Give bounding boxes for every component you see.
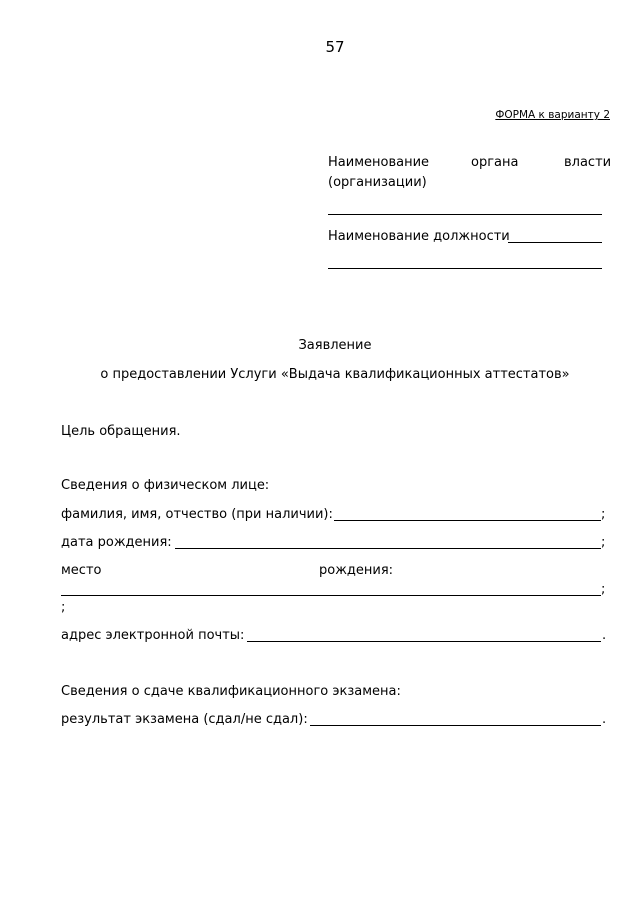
birthplace-semicolon-2: ; bbox=[61, 600, 66, 615]
birthplace-word1: место bbox=[61, 563, 102, 578]
purpose-text: Цель обращения. bbox=[61, 424, 181, 439]
exam-result-label: результат экзамена (сдал/не сдал): bbox=[61, 712, 308, 727]
document-title: Заявление bbox=[298, 338, 372, 353]
page-number: 57 bbox=[325, 38, 345, 56]
birthplace-blank-line bbox=[61, 595, 601, 596]
recipient-org-blank-line bbox=[328, 214, 602, 215]
recipient-position-blank-line bbox=[508, 242, 602, 243]
birthdate-semicolon: ; bbox=[601, 535, 606, 550]
fio-semicolon: ; bbox=[601, 507, 606, 522]
recipient-position-label: Наименование должности bbox=[328, 229, 510, 244]
recipient-org-word3: власти bbox=[564, 155, 612, 170]
birthdate-label: дата рождения: bbox=[61, 535, 172, 550]
fio-blank-line bbox=[334, 520, 601, 521]
exam-result-blank-line bbox=[310, 725, 601, 726]
email-period: . bbox=[602, 628, 607, 643]
exam-result-period: . bbox=[602, 712, 607, 727]
email-label: адрес электронной почты: bbox=[61, 628, 245, 643]
exam-heading: Сведения о сдаче квалификационного экзамена: bbox=[61, 684, 401, 699]
recipient-org-line2: (организации) bbox=[328, 175, 427, 190]
recipient-org-word2: органа bbox=[471, 155, 519, 170]
form-variant-tag: ФОРМА к варианту 2 bbox=[495, 109, 610, 121]
email-blank-line bbox=[247, 641, 601, 642]
recipient-org-word1: Наименование bbox=[328, 155, 430, 170]
birthplace-semicolon: ; bbox=[601, 582, 606, 597]
fio-label: фамилия, имя, отчество (при наличии): bbox=[61, 507, 333, 522]
document-subtitle: о предоставлении Услуги «Выдача квалификационных аттестатов» bbox=[100, 367, 570, 382]
birthplace-word2: рождения: bbox=[319, 563, 394, 578]
birthdate-blank-line bbox=[175, 548, 601, 549]
recipient-extra-blank-line bbox=[328, 268, 602, 269]
person-heading: Сведения о физическом лице: bbox=[61, 478, 270, 493]
